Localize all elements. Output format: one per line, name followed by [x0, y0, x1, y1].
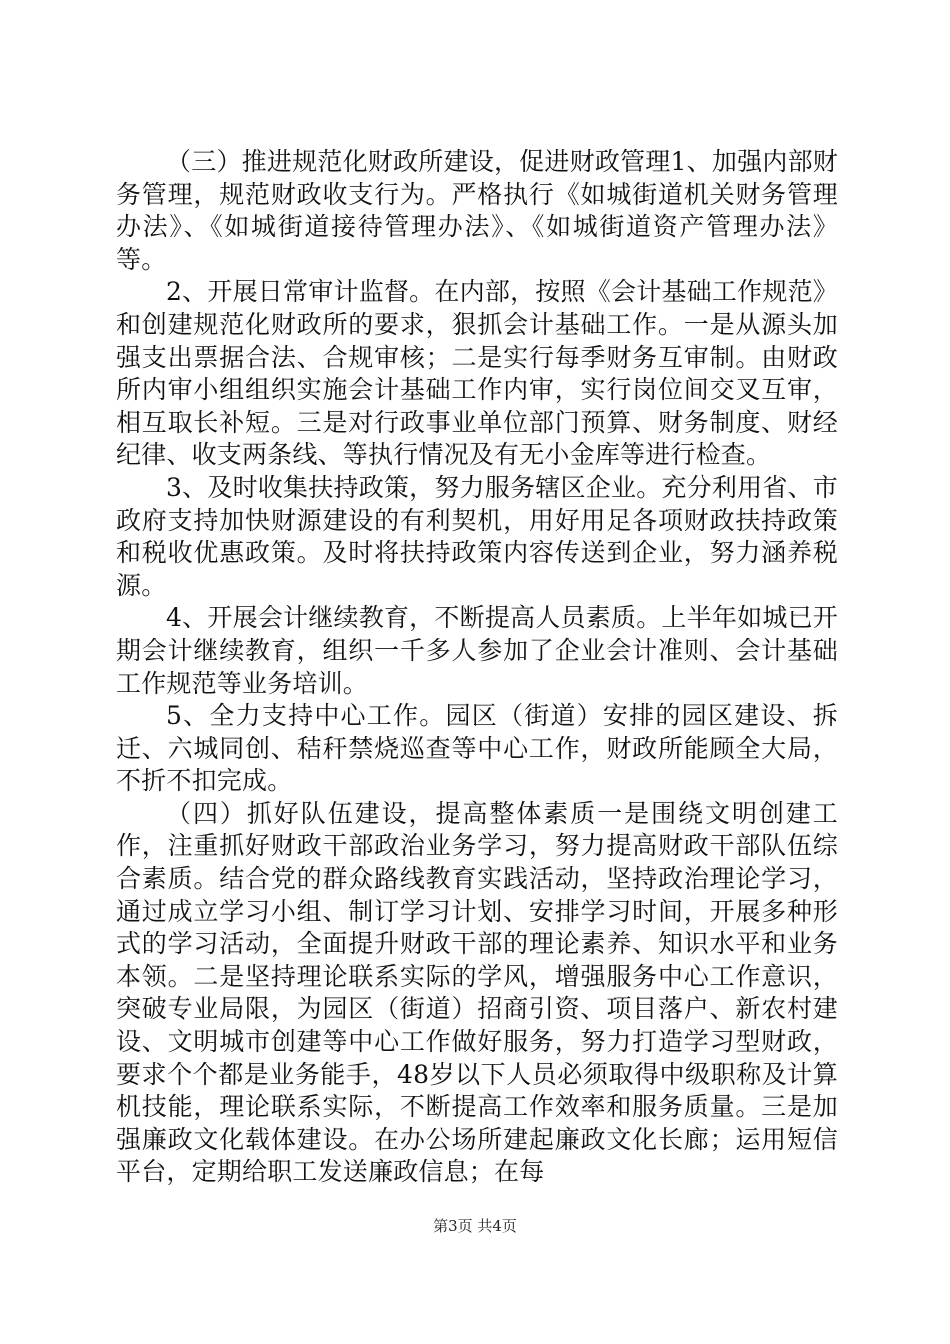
paragraph-item-3-policy: 3、及时收集扶持政策，努力服务辖区企业。充分利用省、市政府支持加快财源建设的有利契机，用好用足各项财政扶持政策和税收优惠政策。及时将扶持政策内容传送到企业，努力涵养税源。: [116, 472, 838, 600]
page-number-footer: 第3页 共4页: [433, 1217, 517, 1235]
paragraph-section-3-item-1: （三）推进规范化财政所建设，促进财政管理1、加强内部财务管理，规范财政收支行为。严格执行《如城街道机关财务管理办法》、《如城街道接待管理办法》、《如城街道资产管理办法》等。: [116, 147, 838, 274]
document-body: [116, 146, 838, 1189]
paragraph-section-4-team: （四）抓好队伍建设，提高整体素质一是围绕文明创建工作，注重抓好财政干部政治业务学习，努力提高财政干部队伍综合素质。结合党的群众路线教育实践活动，坚持政治理论学习，通过成立学习小组、制订学习计划、安排学习时间，开展多种形式的学习活动，全面提升财政干部的理论素养、知识水平和业务本领。二是坚持理论联系实际的学风，增强服务中心工作意识，突破专业局限，为园区（街道）招商引资、项目落户、新农村建设、文明城市创建等中心工作做好服务，努力打造学习型财政，要求个个都是业务能手，48岁以下人员必须取得中级职称及计算机技能，理论联系实际，不断提高工作效率和服务质量。三是加强廉政文化载体建设。在办公场所建起廉政文化长廊；运用短信平台，定期给职工发送廉政信息；在每: [116, 798, 838, 1187]
paragraph-item-4-education: 4、开展会计继续教育，不断提高人员素质。上半年如城已开期会计继续教育，组织一千多人参加了企业会计准则、会计基础工作规范等业务培训。: [116, 603, 838, 698]
paragraph-item-5-central-work: 5、全力支持中心工作。园区（街道）安排的园区建设、拆迁、六城同创、秸秆禁烧巡查等中心工作，财政所能顾全大局，不折不扣完成。: [116, 701, 838, 796]
paragraph-item-2-audit: 2、开展日常审计监督。在内部，按照《会计基础工作规范》和创建规范化财政所的要求，狠抓会计基础工作。一是从源头加强支出票据合法、合规审核；二是实行每季财务互审制。由财政所内审小组组织实施会计基础工作内审，实行岗位间交叉互审，相互取长补短。三是对行政事业单位部门预算、财务制度、财经纪律、收支两条线、等执行情况及有无小金库等进行检查。: [116, 277, 838, 470]
